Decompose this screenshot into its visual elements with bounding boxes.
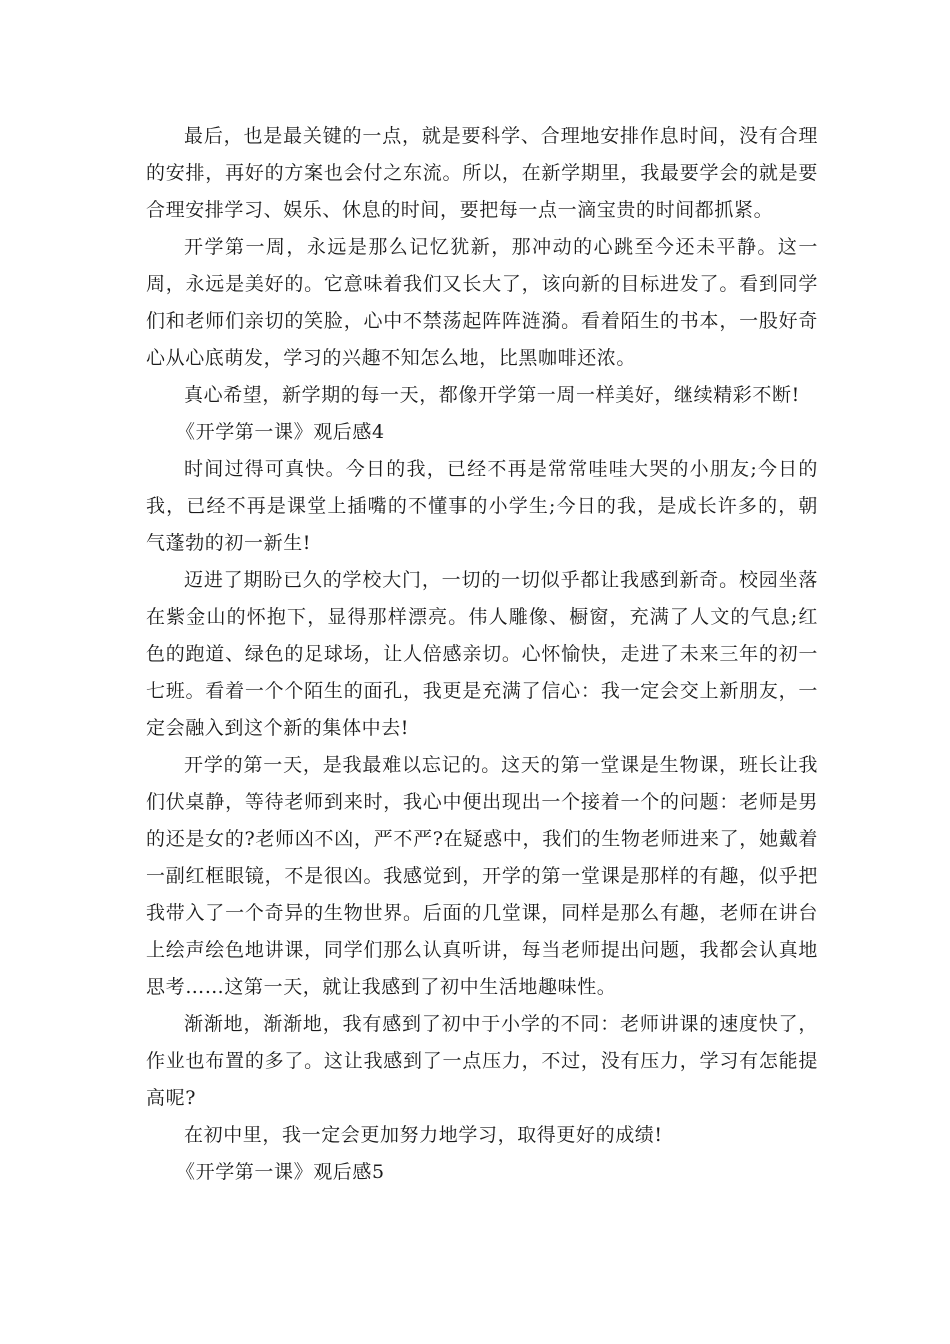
paragraph: 真心希望，新学期的每一天，都像开学第一周一样美好，继续精彩不断! xyxy=(184,384,800,406)
paragraph: 在初中里，我一定会更加努力地学习，取得更好的成绩! xyxy=(184,1124,663,1146)
paragraph: 渐渐地，渐渐地，我有感到了初中于小学的不同：老师讲课的速度快了，作业也布置的多了。这让我感到了一点压力，不过，没有压力，学习有怎能提高呢? xyxy=(146,1013,818,1109)
paragraph: 迈进了期盼已久的学校大门，一切的一切似乎都让我感到新奇。校园坐落在紫金山的怀抱下，显得那样漂亮。伟人雕像、橱窗，充满了人文的气息;红色的跑道、绿色的足球场，让人倍感亲切。心怀愉快，走进了未来三年的初一七班。看着一个个陌生的面孔，我更是充满了信心：我一定会交上新朋友，一定会融入到这个新的集体中去! xyxy=(146,569,818,739)
paragraph: 最后，也是最关键的一点，就是要科学、合理地安排作息时间，没有合理的安排，再好的方案也会付之东流。所以，在新学期里，我最要学会的就是要合理安排学习、娱乐、休息的时间，要把每一点一滴宝贵的时间都抓紧。 xyxy=(146,125,818,221)
document-body xyxy=(146,118,818,1191)
section-heading: 《开学第一课》观后感5 xyxy=(176,1161,385,1183)
paragraph: 开学第一周，永远是那么记忆犹新，那冲动的心跳至今还未平静。这一周，永远是美好的。它意味着我们又长大了，该向新的目标进发了。看到同学们和老师们亲切的笑脸，心中不禁荡起阵阵涟漪。看着陌生的书本，一股好奇心从心底萌发，学习的兴趣不知怎么地，比黑咖啡还浓。 xyxy=(146,236,818,369)
paragraph: 开学的第一天，是我最难以忘记的。这天的第一堂课是生物课，班长让我们伏桌静，等待老师到来时，我心中便出现出一个接着一个的问题：老师是男的还是女的?老师凶不凶，严不严?在疑惑中，我们的生物老师进来了，她戴着一副红框眼镜，不是很凶。我感觉到，开学的第一堂课是那样的有趣，似乎把我带入了一个奇异的生物世界。后面的几堂课，同样是那么有趣，老师在讲台上绘声绘色地讲课，同学们那么认真听讲，每当老师提出问题，我都会认真地思考……这第一天，就让我感到了初中生活地趣味性。 xyxy=(146,754,818,998)
paragraph: 时间过得可真快。今日的我，已经不再是常常哇哇大哭的小朋友;今日的我，已经不再是课堂上插嘴的不懂事的小学生;今日的我，是成长许多的，朝气蓬勃的初一新生! xyxy=(146,458,818,554)
section-heading: 《开学第一课》观后感4 xyxy=(176,421,385,443)
